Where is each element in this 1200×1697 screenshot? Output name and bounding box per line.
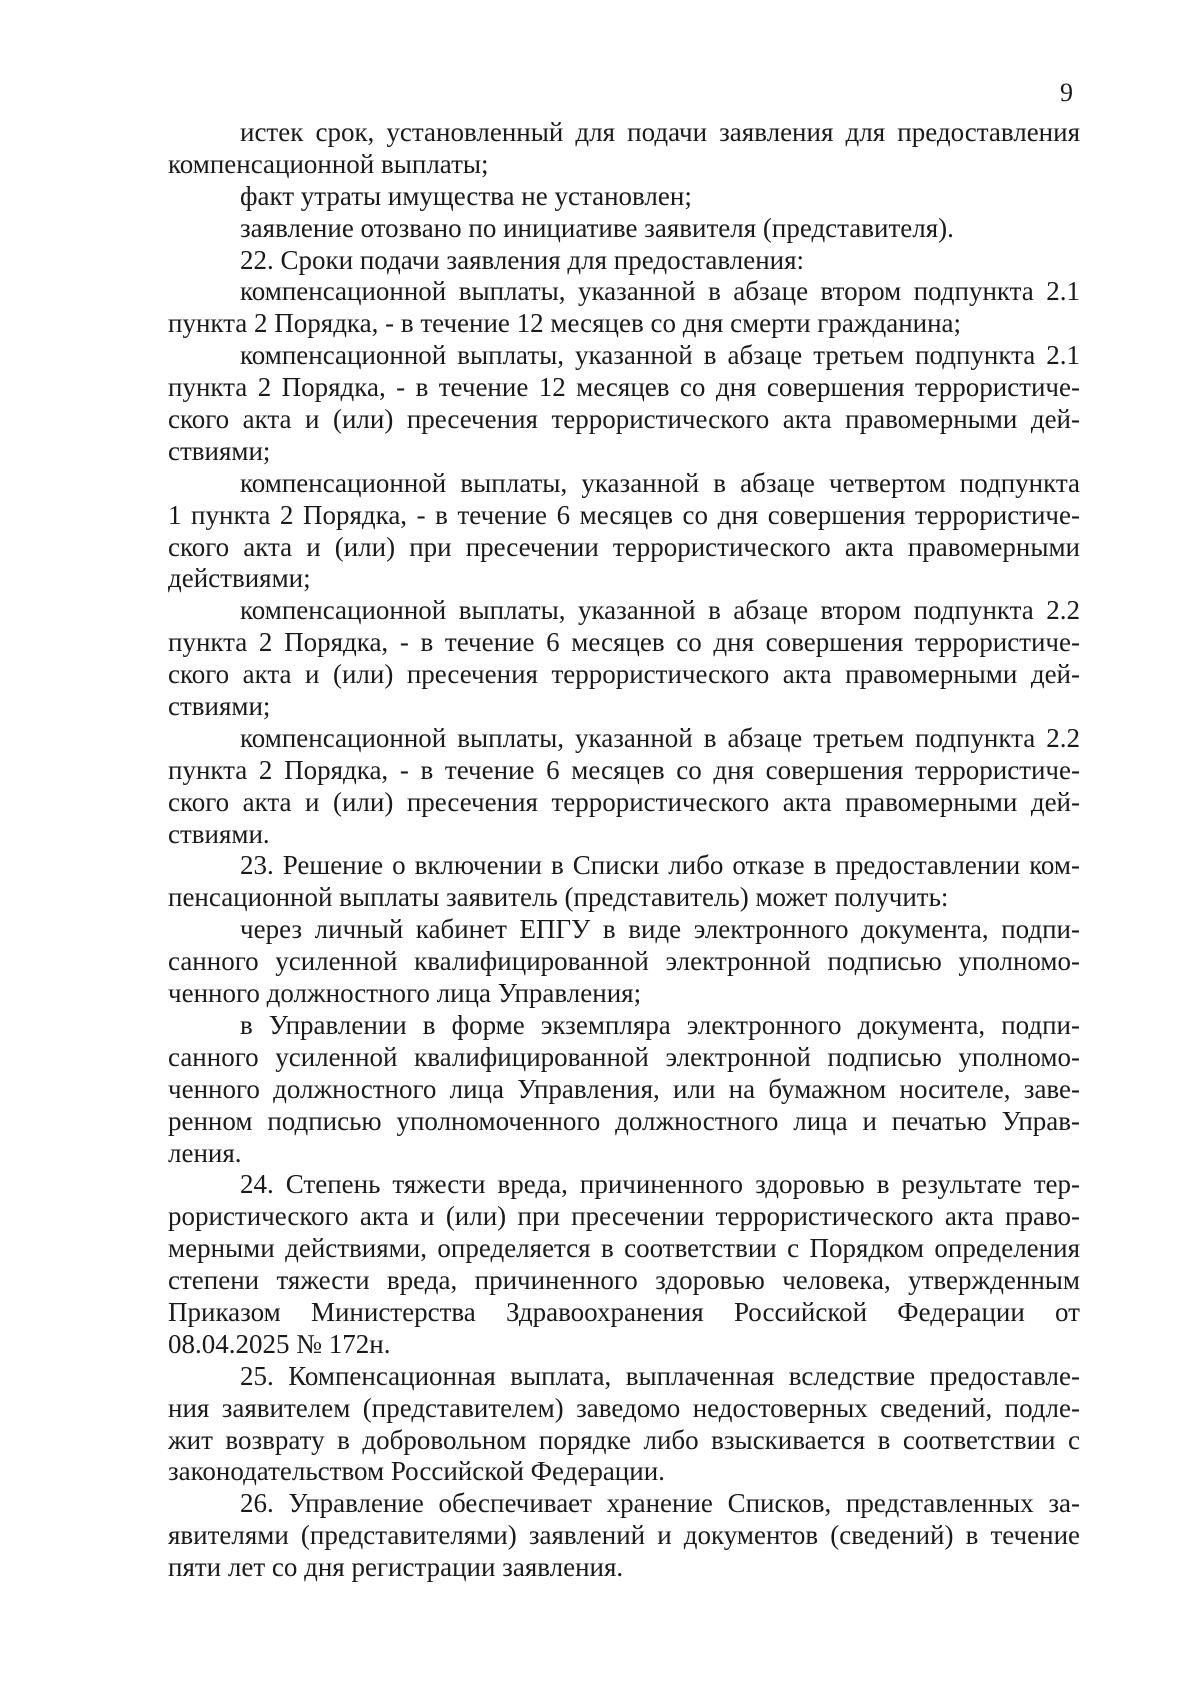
- text-line: ченного должностного лица Управления, или на бумажном носителе, заве-: [168, 1073, 1080, 1104]
- text-line: действиями;: [168, 563, 311, 594]
- text-line: 24. Степень тяжести вреда, причиненного здоровью в результате тер-: [240, 1169, 1080, 1200]
- text-line: компенсационной выплаты;: [168, 148, 489, 179]
- text-line: истек срок, установленный для подачи заявления для предоставления: [240, 117, 1080, 147]
- text-line: ствиями.: [168, 818, 270, 849]
- text-line: пункта 2 Порядка, - в течение 12 месяцев со дня смерти гражданина;: [168, 308, 962, 339]
- text-line: компенсационной выплаты, указанной в абзаце втором подпункта 2.1: [240, 276, 1080, 307]
- text-line: ствиями;: [168, 691, 271, 722]
- text-line: 22. Сроки подачи заявления для предоставления:: [240, 244, 805, 275]
- text-line: в Управлении в форме экземпляра электронного документа, подпи-: [240, 1009, 1080, 1040]
- text-line: степени тяжести вреда, причиненного здоровью человека, утвержденным: [168, 1265, 1080, 1296]
- text-line: 1 пункта 2 Порядка, - в течение 6 месяцев со дня совершения террористиче-: [168, 499, 1080, 530]
- document-body: [168, 117, 1080, 1584]
- text-line: 23. Решение о включении в Списки либо отказе в предоставлении ком-: [240, 850, 1080, 881]
- text-line: пенсационной выплаты заявитель (представитель) может получить:: [168, 882, 949, 913]
- text-line: компенсационной выплаты, указанной в абзаце четвертом подпункта: [240, 467, 1080, 498]
- text-line: рористического акта и (или) при пресечении террористического акта право-: [168, 1201, 1080, 1232]
- text-line: ченного должностного лица Управления;: [168, 978, 642, 1009]
- text-line: заявление отозвано по инициативе заявителя (представителя).: [240, 212, 954, 243]
- text-line: Приказом Министерства Здравоохранения Российской Федерации от: [168, 1296, 1080, 1327]
- text-line: ния заявителем (представителем) заведомо недостоверных сведений, подле-: [168, 1392, 1080, 1423]
- text-line: пяти лет со дня регистрации заявления.: [168, 1552, 624, 1583]
- text-line: 08.04.2025 № 172н.: [168, 1328, 391, 1359]
- text-line: санного усиленной квалифицированной электронной подписью уполномо-: [168, 946, 1080, 977]
- text-line: мерными действиями, определяется в соответствии с Порядком определения: [168, 1233, 1080, 1264]
- text-line: пункта 2 Порядка, - в течение 6 месяцев со дня совершения террористиче-: [168, 754, 1080, 785]
- text-line: пункта 2 Порядка, - в течение 12 месяцев со дня совершения террористиче-: [168, 372, 1080, 403]
- text-line: ского акта и (или) пресечения террористического акта правомерными дей-: [168, 786, 1080, 817]
- page-number: 9: [1060, 78, 1073, 107]
- text-line: ского акта и (или) при пресечении террористического акта правомерными: [168, 531, 1080, 562]
- text-line: ского акта и (или) пресечения террористического акта правомерными дей-: [168, 404, 1080, 435]
- text-line: санного усиленной квалифицированной электронной подписью уполномо-: [168, 1041, 1080, 1072]
- text-line: жит возврату в добровольном порядке либо взыскивается в соответствии с: [168, 1424, 1080, 1455]
- text-line: ствиями;: [168, 435, 271, 466]
- text-line: ренном подписью уполномоченного должностного лица и печатью Управ-: [168, 1105, 1080, 1136]
- text-line: законодательством Российской Федерации.: [168, 1456, 665, 1487]
- text-line: компенсационной выплаты, указанной в абзаце третьем подпункта 2.1: [240, 340, 1080, 371]
- text-line: через личный кабинет ЕПГУ в виде электронного документа, подпи-: [240, 914, 1080, 945]
- text-line: явителями (представителями) заявлений и документов (сведений) в течение: [168, 1520, 1080, 1551]
- text-line: 26. Управление обеспечивает хранение Списков, представленных за-: [240, 1488, 1080, 1519]
- text-line: пункта 2 Порядка, - в течение 6 месяцев со дня совершения террористиче-: [168, 627, 1080, 658]
- text-line: ления.: [168, 1137, 242, 1168]
- text-line: ского акта и (или) пресечения террористического акта правомерными дей-: [168, 659, 1080, 690]
- text-line: 25. Компенсационная выплата, выплаченная вследствие предоставле-: [240, 1360, 1080, 1391]
- text-line: компенсационной выплаты, указанной в абзаце втором подпункта 2.2: [240, 595, 1080, 626]
- text-line: компенсационной выплаты, указанной в абзаце третьем подпункта 2.2: [240, 722, 1080, 753]
- text-line: факт утраты имущества не установлен;: [240, 180, 692, 211]
